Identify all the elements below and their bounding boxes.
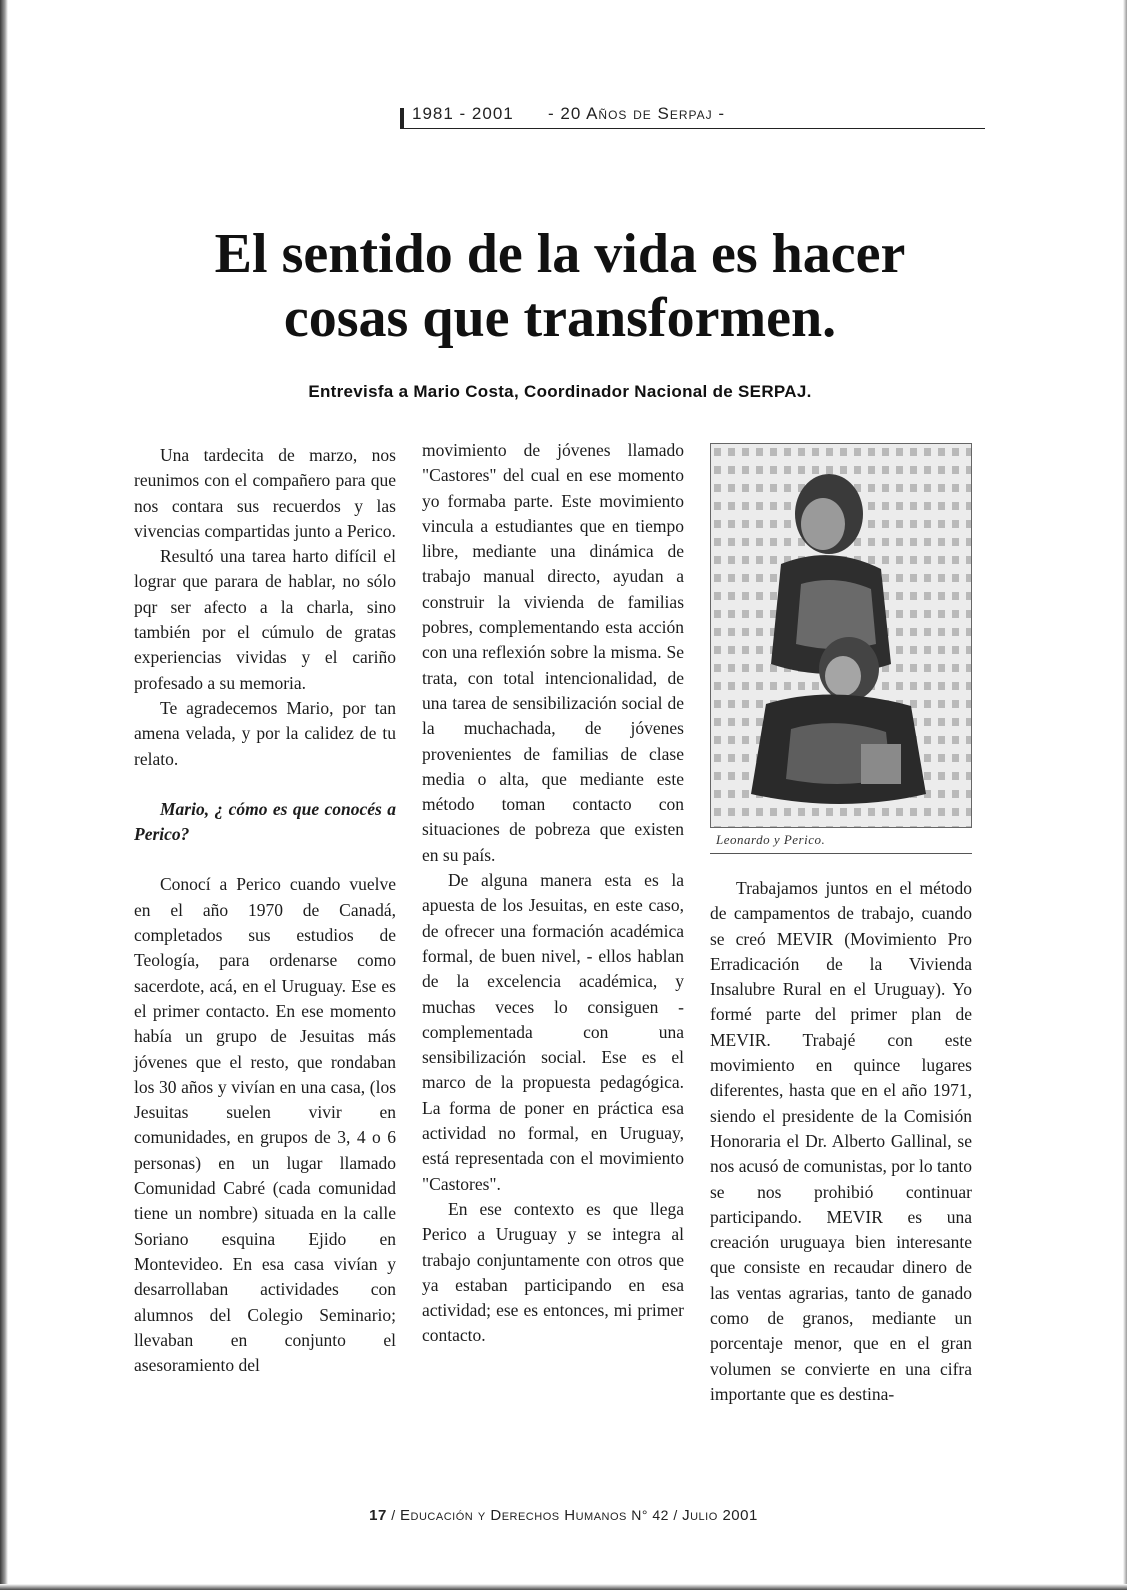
paragraph: Resultó una tarea harto difícil el lograr que parara de hablar, no sólo pqr ser afecto a la charla, sino también por el cúmulo de gratas experiencias vividas y el cariño profesado a su memoria. <box>134 546 396 693</box>
photo-portrait-icon <box>711 444 972 828</box>
column-2 <box>422 438 684 1349</box>
paragraph: De alguna manera esta es la apuesta de los Jesuitas, en este caso, de ofrecer una formación académica formal, de buen nivel, - ellos hablan de la excelencia académica, y muchas veces lo consiguen - complementada con una sensibilización social. Ese es el marco de la propuesta pedagógica. La forma de poner en práctica esa actividad no formal, en Uruguay, está representada con el movimiento "Castores". <box>422 870 684 1194</box>
paragraph: Trabajamos juntos en el método de campamentos de trabajo, cuando se creó MEVIR (Movimiento Pro Erradicación de la Vivienda Insalubre Rural en el Uruguay). Yo formé parte del primer plan de MEVIR. Trabajé con este movimiento en quince lugares diferentes, hasta que en el año 1971, siendo el presidente de la Comisión Honoraria el Dr. Alberto Gallinal, se nos acusó de comunistas, por lo tanto se nos prohibió continuar participando. MEVIR es una creación uruguaya bien interesante que consiste en recaudar dinero de las ventas agrarias, tanto de ganado como de granos, mediante un porcentaje menor, que en el gran volumen se convierte en una cifra importante que es destina- <box>710 878 972 1404</box>
column-3 <box>710 876 972 1407</box>
page-number: 17 <box>369 1507 387 1524</box>
column-1 <box>134 443 396 1378</box>
header-series: - 20 Años de Serpaj - <box>548 104 726 123</box>
paragraph: Conocí a Perico cuando vuelve en el año 1970 de Canadá, completados sus estudios de Teología, para ordenarse como sacerdote, acá, en el Uruguay. Ese es el primer contacto. En ese momento había un grupo de Jesuitas más jóvenes que el resto, que rondaban los 30 años y vivían en una casa, (los Jesuitas suelen vivir en comunidades, en grupos de 3, 4 o 6 personas) en un lugar llamado Comunidad Cabré (cada comunidad tiene un nombre) situada en la calle Soriano esquina Ejido en Montevideo. En esa casa vivían y desarrollaban actividades con alumnos del Colegio Seminario; llevaban en conjunto el asesoramiento del <box>134 874 396 1376</box>
caption-divider <box>710 853 972 854</box>
title-line-2: cosas que transformen. <box>283 287 837 349</box>
header-years: 1981 - 2001 <box>412 104 514 123</box>
paragraph: En ese contexto es que llega Perico a Uruguay y se integra al trabajo conjuntamente con otros que ya estaban participando en esa actividad; ese es entonces, mi primer contacto. <box>422 1198 684 1346</box>
publication-name: Educación y Derechos Humanos <box>400 1507 627 1524</box>
photo <box>710 443 972 828</box>
paragraph: Te agradecemos Mario, por tan amena velada, y por la calidez de tu relato. <box>134 697 396 769</box>
header-bar <box>400 108 404 128</box>
article-title <box>110 222 1010 350</box>
issue-number: N° 42 / <box>626 1507 683 1523</box>
scan-edge-bottom <box>0 1584 1127 1590</box>
page-footer <box>0 1507 1127 1524</box>
title-line-1: El sentido de la vida es hacer <box>214 223 906 285</box>
paragraph: movimiento de jóvenes llamado "Castores" del cual en ese momento yo formaba parte. Este movimiento vincula a estudiantes que en tiempo libre, mediante una dinámica de trabajo manual directo, ayudan a construir la vivienda de familias pobres, complementando esta acción con una reflexión sobre la misma. Se trata, con total intencionalidad, de una tarea de sensibilización social de la muchachada, de jóvenes provenientes de familias de clase media o alta, que mediante este método toman contacto con situaciones de pobreza que existen en su país. <box>422 440 684 865</box>
article-subtitle: Entrevisfa a Mario Costa, Coordinador Nacional de SERPAJ. <box>308 382 812 401</box>
interview-question: Mario, ¿ cómo es que conocés a Perico? <box>134 798 396 845</box>
photo-caption: Leonardo y Perico. <box>716 832 826 847</box>
scan-edge <box>0 0 8 1590</box>
scan-edge-right <box>1123 0 1127 1590</box>
issue-date: Julio 2001 <box>682 1507 758 1524</box>
running-header <box>400 104 985 129</box>
footer-separator: / <box>386 1507 401 1523</box>
paragraph: Una tardecita de marzo, nos reunimos con el compañero para que nos contara sus recuerdos y las vivencias compartidas junto a Perico. <box>134 445 396 541</box>
